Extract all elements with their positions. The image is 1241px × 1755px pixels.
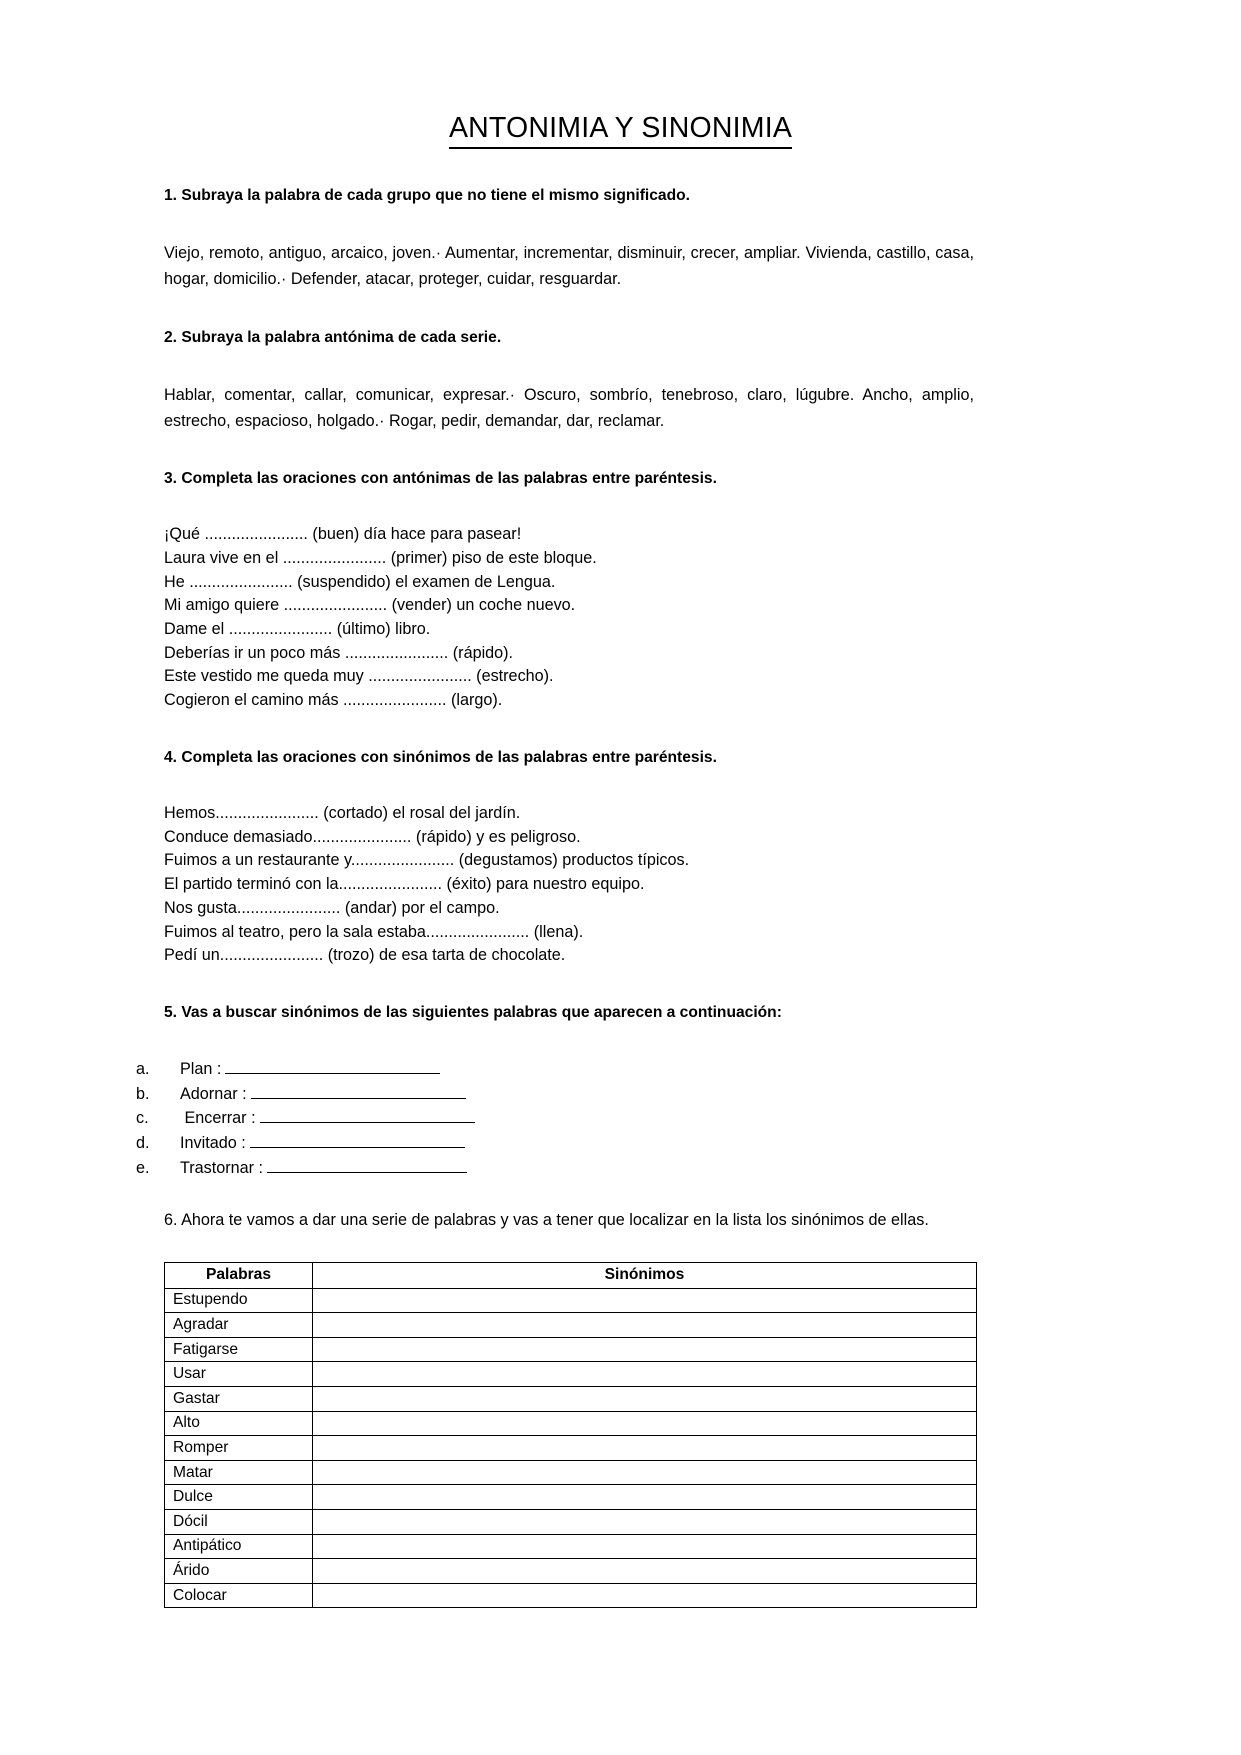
table-row — [165, 1460, 977, 1485]
list-item-label: Trastornar : — [180, 1158, 264, 1177]
spacer — [164, 206, 974, 240]
cell-palabra: Matar — [165, 1460, 313, 1485]
spacer — [164, 1180, 974, 1208]
page-title-text: ANTONIMIA Y SINONIMIA — [449, 112, 792, 149]
exercise-4-sentence: Hemos....................... (cortado) el rosal del jardín. — [164, 804, 521, 822]
spacer — [164, 293, 974, 327]
cell-palabra: Gastar — [165, 1386, 313, 1411]
answer-blank[interactable] — [267, 1157, 467, 1173]
table-row — [165, 1485, 977, 1510]
cell-sinonimo[interactable] — [313, 1313, 977, 1338]
cell-palabra: Antipático — [165, 1534, 313, 1559]
table-row — [165, 1534, 977, 1559]
page-title — [140, 112, 1101, 147]
exercise-3-sentence: Mi amigo quiere ....................... (vender) un coche nuevo. — [164, 596, 576, 615]
table-row — [165, 1288, 977, 1313]
list-item — [136, 1057, 974, 1082]
table-row — [165, 1362, 977, 1387]
exercise-3-sentence: He ....................... (suspendido) el examen de Lengua. — [164, 572, 556, 591]
cell-palabra: Árido — [165, 1559, 313, 1584]
list-item-label: Plan : — [180, 1060, 222, 1079]
cell-sinonimo[interactable] — [313, 1436, 977, 1461]
column-header-sinonimos: Sinónimos — [313, 1262, 977, 1288]
list-item — [136, 1106, 974, 1131]
exercise-4-sentence: Fuimos al teatro, pero la sala estaba....................... (llena). — [164, 922, 584, 941]
cell-palabra: Alto — [165, 1411, 313, 1436]
exercise-2-body: Hablar, comentar, callar, comunicar, expresar.· Oscuro, sombrío, tenebroso, claro, lúgubre. Ancho, amplio, estrecho, espacioso, holgado.· Rogar, pedir, demandar, dar, reclamar. — [164, 385, 974, 430]
cell-sinonimo[interactable] — [313, 1386, 977, 1411]
exercise-4-sentence: Pedí un....................... (trozo) de esa tarta de chocolate. — [164, 946, 566, 965]
cell-sinonimo[interactable] — [313, 1534, 977, 1559]
table-row — [165, 1436, 977, 1461]
table-row — [165, 1509, 977, 1534]
list-item-label: Adornar : — [180, 1084, 247, 1103]
list-item-marker: c. — [136, 1109, 149, 1128]
list-item-marker: b. — [136, 1084, 150, 1103]
spacer — [164, 768, 974, 802]
answer-blank[interactable] — [260, 1108, 475, 1124]
spacer — [164, 348, 974, 382]
spacer — [164, 713, 974, 747]
list-item — [136, 1156, 974, 1181]
exercise-4-sentence: El partido terminó con la....................... (éxito) para nuestro equipo. — [164, 875, 645, 894]
cell-sinonimo[interactable] — [313, 1337, 977, 1362]
exercise-4-sentence: Nos gusta....................... (andar) por el campo. — [164, 898, 500, 917]
list-item — [136, 1082, 974, 1107]
cell-palabra: Romper — [165, 1436, 313, 1461]
cell-sinonimo[interactable] — [313, 1411, 977, 1436]
cell-palabra: Usar — [165, 1362, 313, 1387]
exercise-5-heading: 5. Vas a buscar sinónimos de las siguientes palabras que aparecen a continuación: — [164, 1004, 782, 1022]
table-row — [165, 1386, 977, 1411]
exercise-3-sentence: Deberías ir un poco más ....................... (rápido). — [164, 643, 514, 662]
spacer — [164, 1234, 974, 1262]
exercise-3-sentence: Laura vive en el ....................... (primer) piso de este bloque. — [164, 548, 597, 567]
cell-sinonimo[interactable] — [313, 1583, 977, 1608]
table-body — [165, 1288, 977, 1608]
list-item-label: Encerrar : — [180, 1109, 256, 1128]
answer-blank[interactable] — [225, 1058, 440, 1074]
cell-sinonimo[interactable] — [313, 1288, 977, 1313]
document-body — [136, 185, 974, 1262]
exercise-3-sentence: Este vestido me queda muy ....................... (estrecho). — [164, 667, 554, 686]
exercise-1-body: Viejo, remoto, antiguo, arcaico, joven.· Aumentar, incrementar, disminuir, crecer, ampliar. Vivienda, castillo, casa, hogar, domicilio.· Defender, atacar, proteger, cuidar, resguardar. — [164, 244, 974, 289]
exercise-3-heading: 3. Completa las oraciones con antónimas de las palabras entre paréntesis. — [164, 470, 717, 488]
exercise-4-sentences — [164, 802, 974, 968]
cell-sinonimo[interactable] — [313, 1460, 977, 1485]
exercise-4-sentence: Fuimos a un restaurante y....................... (degustamos) productos típicos. — [164, 851, 690, 870]
cell-palabra: Agradar — [165, 1313, 313, 1338]
table-row — [165, 1559, 977, 1584]
exercise-3-sentence: Cogieron el camino más ....................... (largo). — [164, 691, 503, 710]
table-row — [165, 1583, 977, 1608]
list-item — [136, 1131, 974, 1156]
exercise-5-list — [136, 1057, 974, 1180]
exercise-3-sentence: ¡Qué ....................... (buen) día hace para pasear! — [164, 525, 522, 544]
exercise-4-heading: 4. Completa las oraciones con sinónimos de las palabras entre paréntesis. — [164, 748, 717, 766]
table-row — [165, 1337, 977, 1362]
exercise-4-sentence: Conduce demasiado...................... (rápido) y es peligroso. — [164, 827, 581, 846]
cell-palabra: Dócil — [165, 1509, 313, 1534]
table-row — [165, 1411, 977, 1436]
exercise-6-intro: 6. Ahora te vamos a dar una serie de palabras y vas a tener que localizar en la lista los sinónimos de ellas. — [164, 1211, 929, 1230]
cell-sinonimo[interactable] — [313, 1509, 977, 1534]
list-item-marker: d. — [136, 1134, 150, 1153]
synonyms-table — [164, 1262, 977, 1609]
exercise-2-heading: 2. Subraya la palabra antónima de cada serie. — [164, 328, 502, 346]
column-header-palabras: Palabras — [165, 1262, 313, 1288]
cell-sinonimo[interactable] — [313, 1485, 977, 1510]
cell-sinonimo[interactable] — [313, 1362, 977, 1387]
list-item-marker: e. — [136, 1158, 150, 1177]
spacer — [164, 489, 974, 523]
spacer — [164, 1023, 974, 1057]
answer-blank[interactable] — [251, 1083, 466, 1099]
cell-palabra: Dulce — [165, 1485, 313, 1510]
cell-palabra: Estupendo — [165, 1288, 313, 1313]
answer-blank[interactable] — [250, 1132, 465, 1148]
cell-palabra: Fatigarse — [165, 1337, 313, 1362]
table-header-row — [165, 1262, 977, 1288]
exercise-1-heading: 1. Subraya la palabra de cada grupo que no tiene el mismo significado. — [164, 187, 690, 204]
cell-sinonimo[interactable] — [313, 1559, 977, 1584]
spacer — [164, 968, 974, 1002]
exercise-3-sentence: Dame el ....................... (último) libro. — [164, 620, 431, 639]
exercise-3-sentences — [164, 523, 974, 713]
list-item-marker: a. — [136, 1060, 150, 1079]
table-row — [165, 1313, 977, 1338]
spacer — [164, 434, 974, 468]
cell-palabra: Colocar — [165, 1583, 313, 1608]
list-item-label: Invitado : — [180, 1134, 246, 1153]
